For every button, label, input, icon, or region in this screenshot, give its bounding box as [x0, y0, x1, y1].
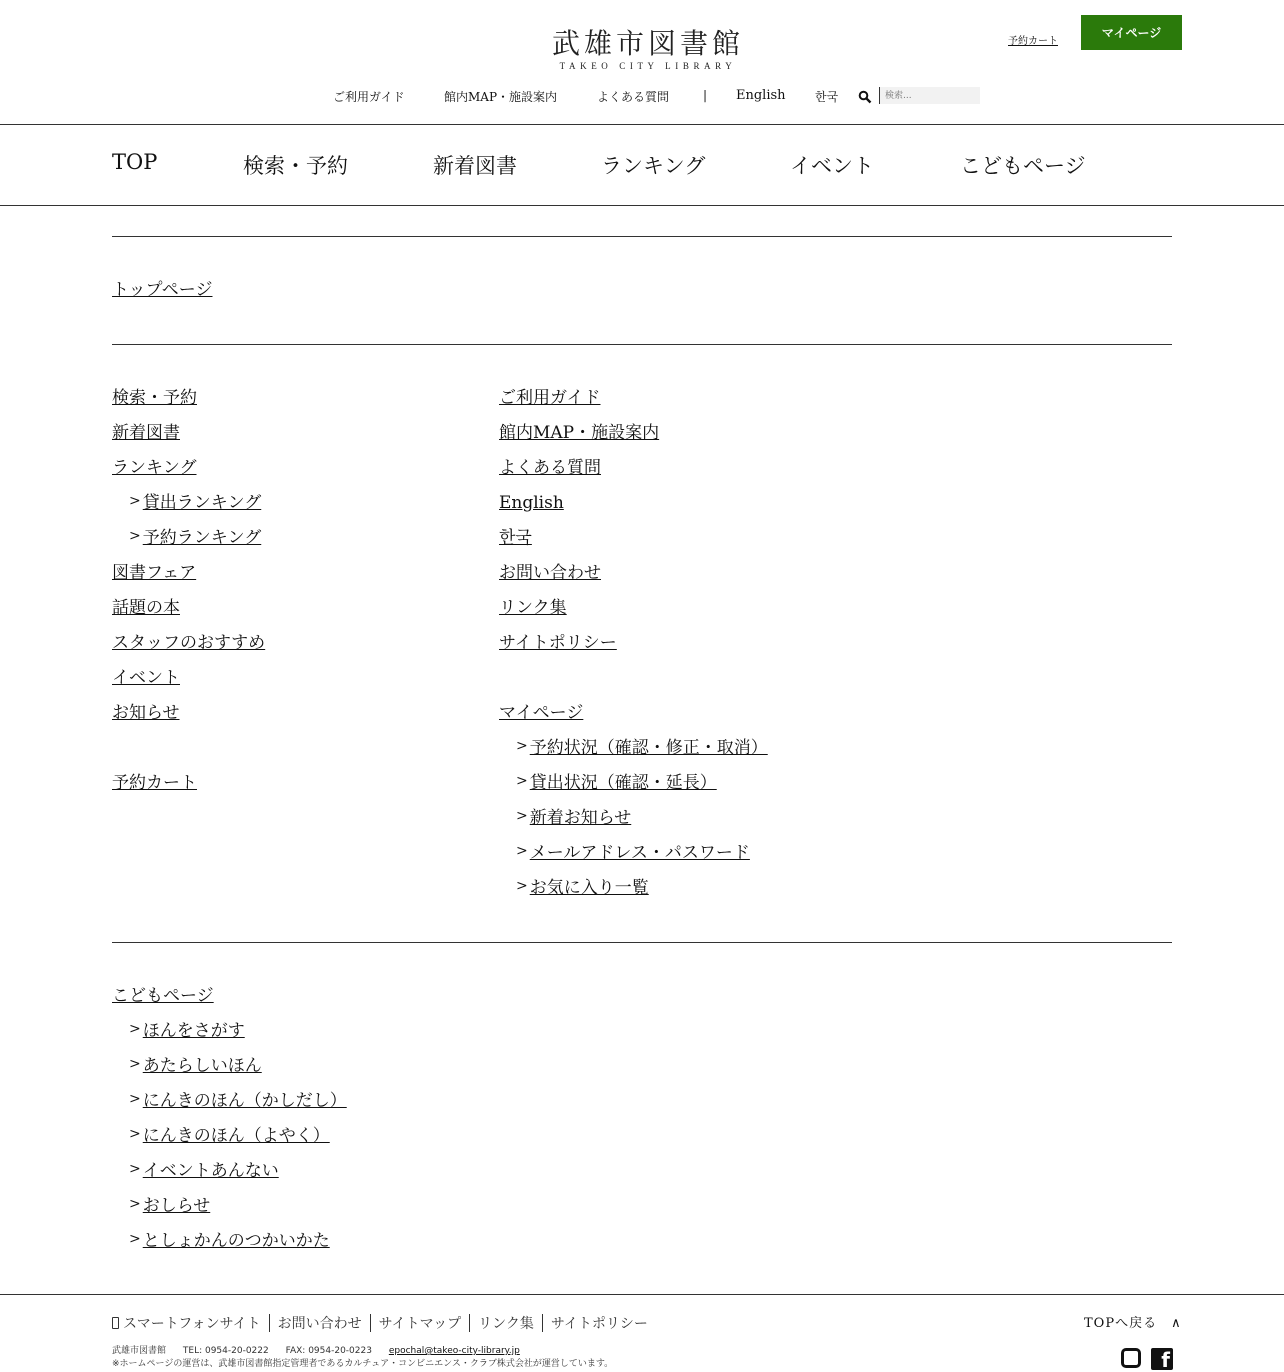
- sitemap-link[interactable]: [516, 807, 631, 830]
- chevron-right-icon: >: [129, 1056, 141, 1072]
- sitemap-link-label: イベント: [112, 668, 180, 688]
- sitemap-link[interactable]: [499, 422, 659, 444]
- util-faq[interactable]: よくある質問: [597, 90, 670, 104]
- sitemap-link-label: 検索・予約: [112, 388, 197, 408]
- footer-link-contact[interactable]: お問い合わせ: [277, 1316, 362, 1332]
- smartphone-icon: [112, 1317, 119, 1329]
- sitemap-link-label: あたらしいほん: [142, 1056, 262, 1076]
- sitemap-link[interactable]: [112, 387, 197, 409]
- sitemap-link-label: メールアドレス・パスワード: [529, 843, 750, 863]
- sitemap-link-label: お知らせ: [112, 703, 180, 723]
- sitemap-link[interactable]: [129, 527, 261, 550]
- mypage-button[interactable]: マイページ: [1081, 15, 1182, 50]
- sitemap-link-label: お気に入り一覧: [529, 878, 649, 898]
- footer-link-smartphone[interactable]: スマートフォンサイト: [123, 1316, 261, 1332]
- nav-top[interactable]: TOP: [112, 150, 158, 174]
- sitemap-link-label: にんきのほん（かしだし）: [142, 1091, 347, 1111]
- site-logo[interactable]: [548, 28, 748, 72]
- chevron-right-icon: >: [516, 773, 528, 789]
- footer-links: [112, 1313, 648, 1333]
- back-to-top-link[interactable]: TOPへ戻る ∧: [1084, 1316, 1182, 1331]
- sitemap-link[interactable]: [129, 492, 261, 515]
- facebook-icon[interactable]: f: [1151, 1348, 1173, 1370]
- util-english[interactable]: English: [736, 88, 786, 103]
- nav-new-books[interactable]: 新着図書: [433, 154, 517, 178]
- sitemap-link-label: 図書フェア: [112, 563, 197, 583]
- sitemap-link[interactable]: [499, 457, 601, 479]
- sitemap-link[interactable]: [129, 1195, 210, 1218]
- nav-kids[interactable]: こどもページ: [960, 154, 1086, 178]
- footer-note: ※ホームページの運営は、武雄市図書館指定管理者であるカルチュア・コンビニエンス・クラブ株式会社が運営しています。: [112, 1359, 614, 1369]
- sitemap-link-label: よくある質問: [499, 458, 601, 478]
- util-guide[interactable]: ご利用ガイド: [333, 90, 405, 104]
- sitemap-link-label: English: [499, 493, 564, 513]
- sitemap-link-label: としょかんのつかいかた: [142, 1231, 330, 1251]
- nav-events[interactable]: イベント: [790, 154, 874, 178]
- search-input[interactable]: [879, 87, 980, 104]
- sitemap-link[interactable]: [112, 702, 180, 724]
- footer-library-name: 武雄市図書館: [112, 1346, 167, 1356]
- nav-ranking[interactable]: ランキング: [601, 154, 706, 178]
- sitemap-link[interactable]: [112, 422, 180, 444]
- sitemap-link[interactable]: [129, 1230, 330, 1253]
- chevron-right-icon: >: [516, 843, 528, 859]
- logo-subtitle: TAKEO CITY LIBRARY: [559, 61, 737, 71]
- sitemap-link[interactable]: [516, 772, 717, 795]
- sitemap-link-label: 予約カート: [112, 773, 197, 793]
- sitemap-divider: [112, 942, 1172, 943]
- sitemap-link[interactable]: [129, 1160, 279, 1183]
- util-map[interactable]: 館内MAP・施設案内: [444, 90, 558, 104]
- sitemap-link[interactable]: [516, 877, 649, 900]
- sitemap-link[interactable]: [112, 562, 196, 584]
- sitemap-link[interactable]: [499, 527, 532, 549]
- sitemap-link-label: 予約状況（確認・修正・取消）: [529, 738, 768, 758]
- sitemap-link-label: こどもページ: [112, 986, 214, 1006]
- util-divider: |: [703, 88, 708, 102]
- reserve-cart-link[interactable]: 予約カート: [1008, 36, 1058, 47]
- chevron-right-icon: >: [516, 808, 528, 824]
- sitemap-link-label: 한국: [499, 528, 532, 548]
- sitemap-link-label: にんきのほん（よやく）: [142, 1126, 330, 1146]
- sitemap-link[interactable]: [516, 737, 768, 760]
- footer-fax: FAX: 0954-20-0223: [285, 1346, 372, 1356]
- sitemap-link[interactable]: [499, 562, 601, 584]
- footer-info: [112, 1343, 520, 1356]
- sitemap-link-label: マイページ: [499, 703, 584, 723]
- sitemap-link[interactable]: [112, 457, 197, 479]
- sitemap-link[interactable]: [499, 702, 583, 724]
- sitemap-link[interactable]: [499, 632, 617, 654]
- sitemap-link-label: イベントあんない: [142, 1161, 279, 1181]
- sitemap-top-page[interactable]: トップページ: [112, 280, 213, 300]
- sitemap-link-label: リンク集: [499, 598, 567, 618]
- sitemap-link[interactable]: [112, 597, 180, 619]
- chevron-right-icon: >: [129, 528, 141, 544]
- sitemap-link-label: スタッフのおすすめ: [112, 633, 266, 653]
- sitemap-link[interactable]: [129, 1090, 347, 1113]
- sitemap-link[interactable]: [112, 985, 214, 1007]
- sitemap-link-label: 新着お知らせ: [529, 808, 632, 828]
- chevron-right-icon: >: [129, 493, 141, 509]
- nav-divider: [0, 205, 1284, 206]
- sitemap-link[interactable]: [112, 632, 265, 654]
- sitemap-link[interactable]: [499, 387, 601, 409]
- nav-search[interactable]: 検索・予約: [243, 154, 348, 178]
- sitemap-link-label: 貸出ランキング: [142, 493, 262, 513]
- footer-tel: TEL: 0954-20-0222: [182, 1346, 269, 1356]
- chevron-right-icon: >: [129, 1231, 141, 1247]
- footer-link-sitemap[interactable]: サイトマップ: [378, 1316, 462, 1332]
- sitemap-link-label: ほんをさがす: [142, 1021, 245, 1041]
- sitemap-link[interactable]: [129, 1125, 330, 1148]
- instagram-icon[interactable]: [1121, 1348, 1141, 1368]
- sitemap-link[interactable]: [112, 667, 180, 689]
- logo-title: 武雄市図書館: [551, 27, 744, 60]
- sitemap-divider: [112, 236, 1172, 237]
- sitemap-link-label: 話題の本: [112, 598, 180, 618]
- sitemap-link-label: 新着図書: [112, 423, 180, 443]
- sitemap-link-label: ご利用ガイド: [499, 388, 601, 408]
- sitemap-link-label: 予約ランキング: [142, 528, 262, 548]
- chevron-right-icon: >: [129, 1161, 141, 1177]
- chevron-right-icon: >: [129, 1196, 141, 1212]
- footer-divider: [0, 1294, 1284, 1295]
- util-korean[interactable]: 한국: [815, 90, 839, 104]
- sitemap-link[interactable]: [129, 1020, 245, 1043]
- header-divider: [0, 124, 1284, 125]
- sitemap-link-label: 館内MAP・施設案内: [499, 423, 660, 443]
- sitemap-link[interactable]: [499, 492, 564, 514]
- sitemap-link-label: 貸出状況（確認・延長）: [529, 773, 717, 793]
- sitemap-link[interactable]: [129, 1055, 262, 1078]
- chevron-right-icon: >: [129, 1126, 141, 1142]
- sitemap-link-label: サイトポリシー: [499, 633, 617, 653]
- footer-link-links[interactable]: リンク集: [478, 1316, 534, 1332]
- sitemap-divider: [112, 344, 1172, 345]
- chevron-right-icon: >: [129, 1091, 141, 1107]
- sitemap-link-label: お問い合わせ: [499, 563, 601, 583]
- sitemap-link-label: おしらせ: [142, 1196, 211, 1216]
- sitemap-link-label: ランキング: [112, 458, 197, 478]
- search-icon[interactable]: [858, 90, 872, 104]
- chevron-right-icon: >: [516, 738, 528, 754]
- sitemap-link[interactable]: [516, 842, 750, 865]
- sitemap-link[interactable]: [499, 597, 567, 619]
- footer-link-policy[interactable]: サイトポリシー: [550, 1316, 648, 1332]
- chevron-right-icon: >: [516, 878, 528, 894]
- chevron-right-icon: >: [129, 1021, 141, 1037]
- footer-email-link[interactable]: epochal@takeo-city-library.jp: [388, 1346, 520, 1356]
- sitemap-link[interactable]: [112, 772, 197, 794]
